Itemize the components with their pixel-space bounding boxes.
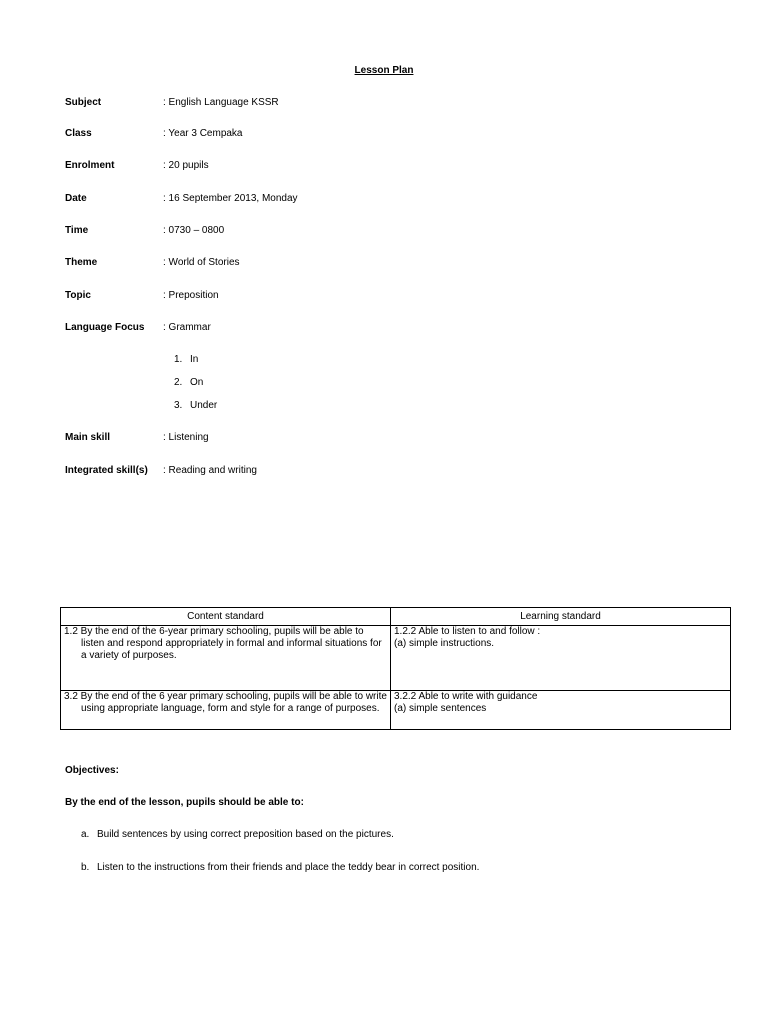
info-label-main-skill: Main skill	[65, 432, 111, 443]
content-standard-cell	[61, 626, 391, 691]
focus-item-number: 1.	[174, 354, 183, 365]
objective-text: Build sentences by using correct preposition based on the pictures.	[97, 829, 394, 840]
objective-item	[81, 829, 394, 840]
focus-list-item	[174, 376, 203, 390]
content-standard-text: 1.2 By the end of the 6-year primary schooling, pupils will be able to listen and respond appropriately in formal and informal situations for a variety of purposes.	[64, 626, 382, 661]
info-value-enrolment: : 20 pupils	[163, 160, 209, 171]
learning-standard-line: 1.2.2 Able to listen to and follow :	[394, 626, 541, 637]
focus-list-item	[174, 399, 217, 413]
focus-item-number: 3.	[174, 400, 183, 411]
objective-text: Listen to the instructions from their friends and place the teddy bear in correct position.	[97, 862, 480, 873]
info-value-topic: : Preposition	[163, 290, 219, 301]
objective-item	[81, 862, 479, 873]
info-label-language-focus: Language Focus	[65, 322, 145, 333]
focus-item-text: Under	[190, 400, 218, 411]
page-title: Lesson Plan	[354, 65, 414, 76]
learning-standard-cell	[391, 626, 731, 691]
focus-item-text: In	[190, 354, 199, 365]
learning-standard-line: (a) simple instructions.	[394, 638, 495, 649]
info-label-class: Class	[65, 128, 92, 139]
content-standard-header: Content standard	[61, 608, 391, 626]
info-value-main-skill: : Listening	[163, 432, 209, 443]
info-label-time: Time	[65, 225, 89, 236]
info-label-integrated-skills: Integrated skill(s)	[65, 465, 148, 476]
info-value-integrated-skills: : Reading and writing	[163, 465, 257, 476]
info-label-date: Date	[65, 193, 87, 204]
info-value-time: : 0730 – 0800	[163, 225, 225, 236]
table-header-row	[61, 608, 731, 626]
learning-standard-header: Learning standard	[391, 608, 731, 626]
content-standard-cell	[61, 691, 391, 730]
objectives-intro: By the end of the lesson, pupils should be able to:	[65, 797, 304, 808]
objective-letter: b.	[81, 862, 90, 873]
objectives-heading: Objectives:	[65, 765, 119, 776]
standards-table	[60, 607, 731, 730]
info-value-theme: : World of Stories	[163, 257, 240, 268]
learning-standard-cell	[391, 691, 731, 730]
focus-list-item	[174, 353, 198, 367]
content-standard-text: 3.2 By the end of the 6 year primary schooling, pupils will be able to write using appropriate language, form and style for a range of purposes.	[64, 691, 387, 714]
info-value-date: : 16 September 2013, Monday	[163, 193, 298, 204]
info-label-subject: Subject	[65, 97, 102, 108]
learning-standard-line: (a) simple sentences	[394, 703, 487, 714]
info-label-topic: Topic	[65, 290, 91, 301]
info-value-subject: : English Language KSSR	[163, 97, 279, 108]
learning-standard-line: 3.2.2 Able to write with guidance	[394, 691, 538, 702]
focus-item-text: On	[190, 377, 204, 388]
table-row	[61, 691, 731, 730]
focus-item-number: 2.	[174, 377, 183, 388]
info-label-theme: Theme	[65, 257, 98, 268]
info-value-class: : Year 3 Cempaka	[163, 128, 243, 139]
info-value-language-focus: : Grammar	[163, 322, 211, 333]
info-label-enrolment: Enrolment	[65, 160, 115, 171]
table-row	[61, 626, 731, 691]
objective-letter: a.	[81, 829, 90, 840]
